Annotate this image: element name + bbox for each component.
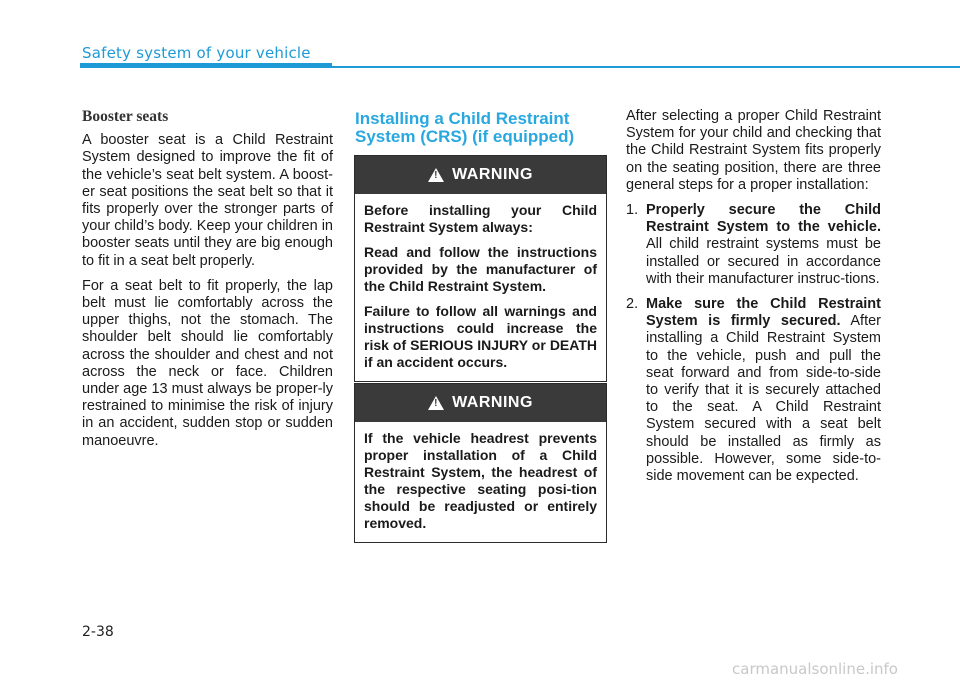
- warning-body-1: [355, 194, 606, 381]
- booster-seats-heading: Booster seats: [82, 108, 169, 125]
- step-text: [646, 202, 881, 288]
- column-booster-seats: [82, 108, 333, 458]
- warning1-paragraph-2: Read and follow the instructions provided by the manufacturer of the Child Restraint System.: [364, 244, 597, 294]
- step-bold-text: Make sure the Child Restraint System is firmly secured.: [646, 296, 881, 330]
- warning1-paragraph-1: Before installing your Child Restraint System always:: [364, 202, 597, 235]
- header-rule-thick: [80, 63, 332, 68]
- watermark: carmanualsonline.info: [732, 660, 898, 678]
- step-body-text: All child restraint systems must be installed or secured in accordance with their manufacturer instruc-tions.: [646, 236, 881, 287]
- warning2-paragraph-1: If the vehicle headrest prevents proper installation of a Child Restraint System, the headrest of the respective seating posi-tion should be readjusted or entirely removed.: [364, 430, 597, 531]
- header-rule-thin: [332, 66, 960, 68]
- step-bold-text: Properly secure the Child Restraint System to the vehicle.: [646, 202, 881, 236]
- installation-intro: After selecting a proper Child Restraint System for your child and checking that the Child Restraint System fits properly on the seating position, there are three general steps for a proper installation:: [626, 108, 881, 193]
- page-number: 2-38: [82, 624, 114, 640]
- column-installation: [626, 108, 881, 493]
- warning-header-2: [355, 384, 606, 422]
- crs-heading: Installing a Child Restraint System (CRS) (if equipped): [355, 109, 575, 146]
- step-text: [646, 296, 881, 485]
- warning-label-1: WARNING: [452, 166, 533, 183]
- warning-box-1: [354, 155, 607, 382]
- warning-box-2: [354, 383, 607, 543]
- booster-paragraph-1: A booster seat is a Child Restraint System designed to improve the fit of the vehicle’s seat belt system. A boost-er seat positions the seat belt so that it fits properly over the stronger parts of your child’s body. Keep your children in booster seats until they are big enough to fit in a seat belt properly.: [82, 132, 333, 269]
- step-number: 1.: [626, 202, 639, 219]
- step-body-text: After installing a Child Restraint System to the vehicle, push and pull the seat forward and from side-to-side to verify that it is securely attached to the seat. A Child Restraint System secured with a seat belt should be installed as firmly as possible. However, some side-to-side movement can be expected.: [646, 313, 881, 485]
- warning-triangle-icon: [428, 168, 444, 182]
- warning-body-2: [355, 422, 606, 542]
- section-title: Safety system of your vehicle: [82, 44, 311, 62]
- booster-paragraph-2: For a seat belt to fit properly, the lap belt must lie comfortably across the upper thighs, not the stomach. The shoulder belt should lie comfortably across the shoulder and chest and not across the neck or face. Children under age 13 must always be proper-ly restrained to minimise the risk of injury in an accident, sudden stop or sudden manoeuvre.: [82, 277, 333, 449]
- warning-label-2: WARNING: [452, 394, 533, 411]
- step-number: 2.: [626, 296, 639, 313]
- warning1-paragraph-3: Failure to follow all warnings and instructions could increase the risk of SERIOUS INJURY or DEATH if an accident occurs.: [364, 303, 597, 370]
- warning-header-1: [355, 156, 606, 194]
- installation-step: [626, 296, 881, 485]
- installation-step: [626, 202, 881, 288]
- warning-triangle-icon: [428, 396, 444, 410]
